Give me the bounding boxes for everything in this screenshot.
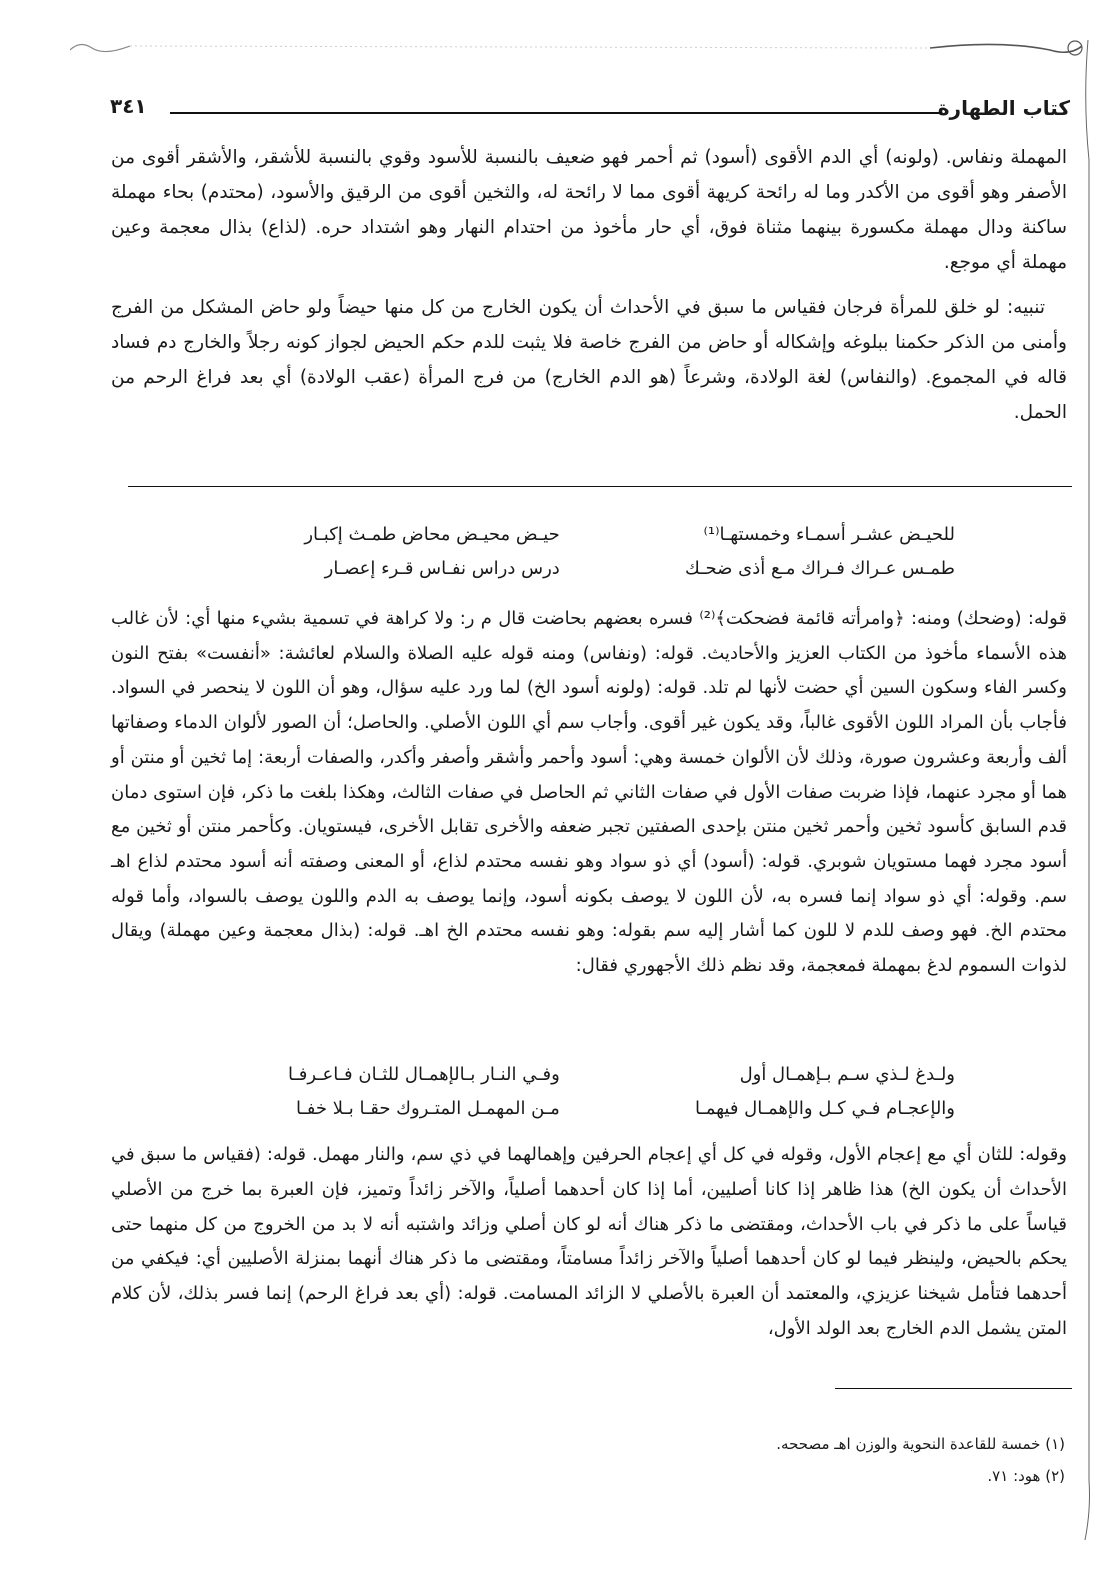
main-text <box>111 140 1067 430</box>
footnotes <box>165 1428 1065 1492</box>
verse-hemistich: للحيـض عشـر أسمـاء وخمستهـا⁽¹⁾ <box>703 524 955 545</box>
commentary-paragraph: وقوله: للثان أي مع إعجام الأول، وقوله في كل أي إعجام الحرفين وإهمالهما في ذي سم، والنار مهمل. قوله: (فقياس ما سبق في الأحداث أن يكون الخ) هذا ظاهر إذا كانا أصليين، أما إذا كان أحدهما أصلياً، والآخر زائداً وتميز، فإن العبرة بما خرج من الأصلي قياساً على ما ذكر في باب الأحداث، ومقتضى ما ذكر هناك أنه لو كان أصلي وزائد واشتبه أنه لا بد من الخروج من كل منهما حتى يحكم بالحيض، ولينظر فيما لو كان أحدهما أصلياً والآخر زائداً مسامتاً، ومقتضى ما ذكر هناك أنهما بمنزلة الأصليين أي: فيكفي من أحدهما فتأمل شيخنا عزيزي، والمعتمد أن العبرة بالأصلي لا الزائد المسامت. قوله: (أي بعد فراغ الرحم) إنما فسر بذلك، لأن كلام المتن يشمل الدم الخارج بعد الولد الأول، <box>111 1144 1067 1339</box>
scan-border-top <box>70 38 1090 60</box>
verse-hemistich: حيـض محيـض محاض طمـث إكبـار <box>304 524 560 545</box>
footnote-separator <box>835 1388 1072 1389</box>
commentary-paragraph: قوله: (وضحك) ومنه: ﴿وامرأته قائمة فضحكت﴾⁽²⁾ فسره بعضهم بحاضت قال م ر: ولا كراهة في تسمية بشيء منها أي: لأن غالب هذه الأسماء مأخوذ من الكتاب العزيز والأحاديث. قوله: (ونفاس) ومنه قوله عليه الصلاة والسلام لعائشة: «أنفست» بفتح النون وكسر الفاء وسكون السين أي حضت لأنها لم تلد. قوله: (ولونه أسود الخ) لما ورد عليه سؤال، وهو أن اللون لا ينحصر في السواد. فأجاب بأن المراد اللون الأقوى غالباً، وقد يكون غير أقوى. وأجاب سم أي اللون الأصلي. والحاصل؛ أن الصور لألوان الدماء وصفاتها ألف وأربعة وعشرون صورة، وذلك لأن الألوان خمسة وهي: أسود وأحمر وأشقر وأصفر وأكدر، والصفات أربعة: إما ثخين أو منتن أو هما أو مجرد عنهما، فإذا ضربت صفات الأول في صفات الثاني ثم الحاصل في صفات الثالث، وهكذا بلغت ما ذكر، فإن استوى دمان قدم السابق كأسود ثخين وأحمر ثخين منتن بإحدى الصفتين تجبر ضعفه والأخرى تقابل الأخرى، فيستويان. وكأحمر منتن أو ثخين مع أسود مجرد فهما مستويان شوبري. قوله: (أسود) أي ذو سواد وهو نفسه محتدم لذاع، أو المعنى وصفته أنه أسود محتدم لذاع اهـ سم. وقوله: أي ذو سواد إنما فسره به، لأن اللون لا يوصف بكونه أسود، وإنما يوصف به الدم واللون يوصف بالسواد، وأما قوله محتدم الخ. فهو وصف للدم لا للون كما أشار إليه سم بقوله: وهو نفسه محتدم الخ اهـ. قوله: (بذال معجمة وعين مهملة) ويقال لذوات السموم لدغ بمهملة فمعجمة، وقد نظم ذلك الأجهوري فقال: <box>111 608 1067 977</box>
page-number: ٣٤١ <box>110 94 147 118</box>
verse-hemistich: ولـدغ لـذي سـم بـإهمـال أول <box>739 1064 955 1085</box>
verse-hemistich: والإعجـام فـي كـل والإهمـال فيهمـا <box>694 1098 955 1119</box>
page-header <box>110 92 1070 126</box>
verse-line <box>195 552 955 586</box>
verse-line <box>195 1058 955 1092</box>
header-rule <box>170 112 942 114</box>
note-paragraph: تنبيه: لو خلق للمرأة فرجان فقياس ما سبق في الأحداث أن يكون الخارج من كل منها حيضاً ولو حاض المشكل من الفرج وأمنى من الذكر حكمنا ببلوغه وإشكاله أو حاض من الفرج خاصة فلا يثبت للدم حكم الحيض لجواز كونه رجلاً والخارج دم فساد قاله في المجموع. (والنفاس) لغة الولادة، وشرعاً (هو الدم الخارج) من فرج المرأة (عقب الولادة) أي بعد فراغ الرحم من الحمل. <box>111 297 1067 423</box>
verse-line <box>195 518 955 552</box>
commentary-text <box>111 1138 1067 1347</box>
verse-hemistich: درس دراس نفـاس قـرء إعصـار <box>324 558 560 579</box>
main-paragraph: المهملة ونفاس. (ولونه) أي الدم الأقوى (أسود) ثم أحمر فهو ضعيف بالنسبة للأسود وقوي بالنسبة للأشقر، والأشقر أقوى من الأصفر وهو أقوى من الأكدر وما له رائحة كريهة أقوى مما لا رائحة له، والثخين أقوى من الرقيق والأسود، (محتدم) بحاء مهملة ساكنة ودال مهملة مكسورة بينهما مثناة فوق، أي حار مأخوذ من احتدام النهار وهو اشتداد حره. (لذاع) بذال معجمة وعين مهملة أي موجع. <box>111 147 1067 273</box>
main-text-separator <box>128 486 1072 487</box>
verse-hemistich: مـن المهمـل المتـروك حقـا بـلا خفـا <box>296 1098 560 1119</box>
footnote: (١) خمسة للقاعدة النحوية والوزن اهـ مصححه. <box>776 1435 1065 1453</box>
verse-line <box>195 1092 955 1126</box>
scan-border-right <box>1079 40 1097 1540</box>
footnote: (٢) هود: ٧١. <box>987 1467 1065 1485</box>
verse-hemistich: طمـس عـراك فـراك مـع أذى ضحـك <box>685 558 955 579</box>
running-title: كتاب الطهارة <box>937 96 1070 120</box>
verse-block <box>195 518 955 586</box>
commentary-text <box>111 602 1067 984</box>
verse-hemistich: وفـي النـار بـالإهمـال للثـان فـاعـرفـا <box>287 1064 560 1085</box>
verse-block <box>195 1058 955 1126</box>
